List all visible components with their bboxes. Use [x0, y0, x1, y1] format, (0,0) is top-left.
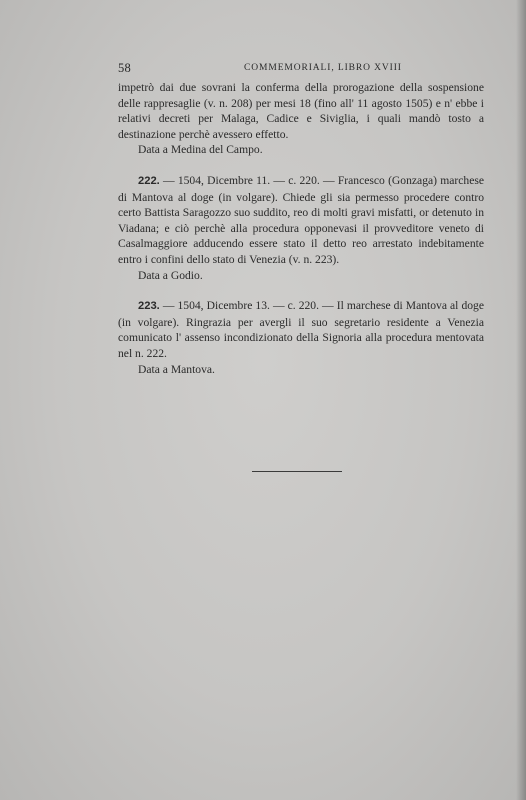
entry-number: 222.	[138, 174, 160, 187]
entry-text: — 1504, Dicembre 11. — c. 220. — Francesco (Gonzaga) marchese di Mantova al doge (in volgare). Chiede gli sia permesso procedere contro certo Battista Saragozzo suo suddito, reo di molti gravi misfatti, or detenuto in Viadana; e ciò perchè alla procedura opponevasi il provveditore veneto di Casalmaggiore adducendo essere stato il detto reo arrestato indebitamente entro i confini dello stato di Venezia (v. n. 223).	[118, 173, 484, 266]
page-body	[118, 80, 484, 377]
section-end-rule	[252, 471, 342, 472]
continuation-data-line: Data a Medina del Campo.	[138, 143, 263, 157]
page-edge-shadow	[516, 0, 526, 800]
entry-text: — 1504, Dicembre 13. — c. 220. — Il marchese di Mantova al doge (in volgare). Ringrazia per avergli il suo segretario residente a Venezia comunicato l' assenso incondizionato della Signoria alla procedura mentovata nel n. 222.	[118, 299, 484, 360]
entry-223	[118, 298, 484, 361]
running-title: COMMEMORIALI, LIBRO XVIII	[244, 63, 402, 73]
page-number: 58	[118, 61, 131, 75]
entry-222	[118, 173, 484, 268]
continuation-paragraph: impetrò dai due sovrani la conferma della prorogazione della sospensione delle rappresaglie (v. n. 208) per mesi 18 (fino all' 11 agosto 1505) e n' ebbe i relativi decreti per Malaga, Cadice e Siviglia, i quali mandò tosto a destinazione perchè avessero effetto.	[118, 81, 484, 141]
entry-number: 223.	[138, 300, 160, 313]
entry-222-data-line: Data a Godio.	[138, 268, 203, 282]
entry-223-data-line: Data a Mantova.	[138, 362, 215, 376]
